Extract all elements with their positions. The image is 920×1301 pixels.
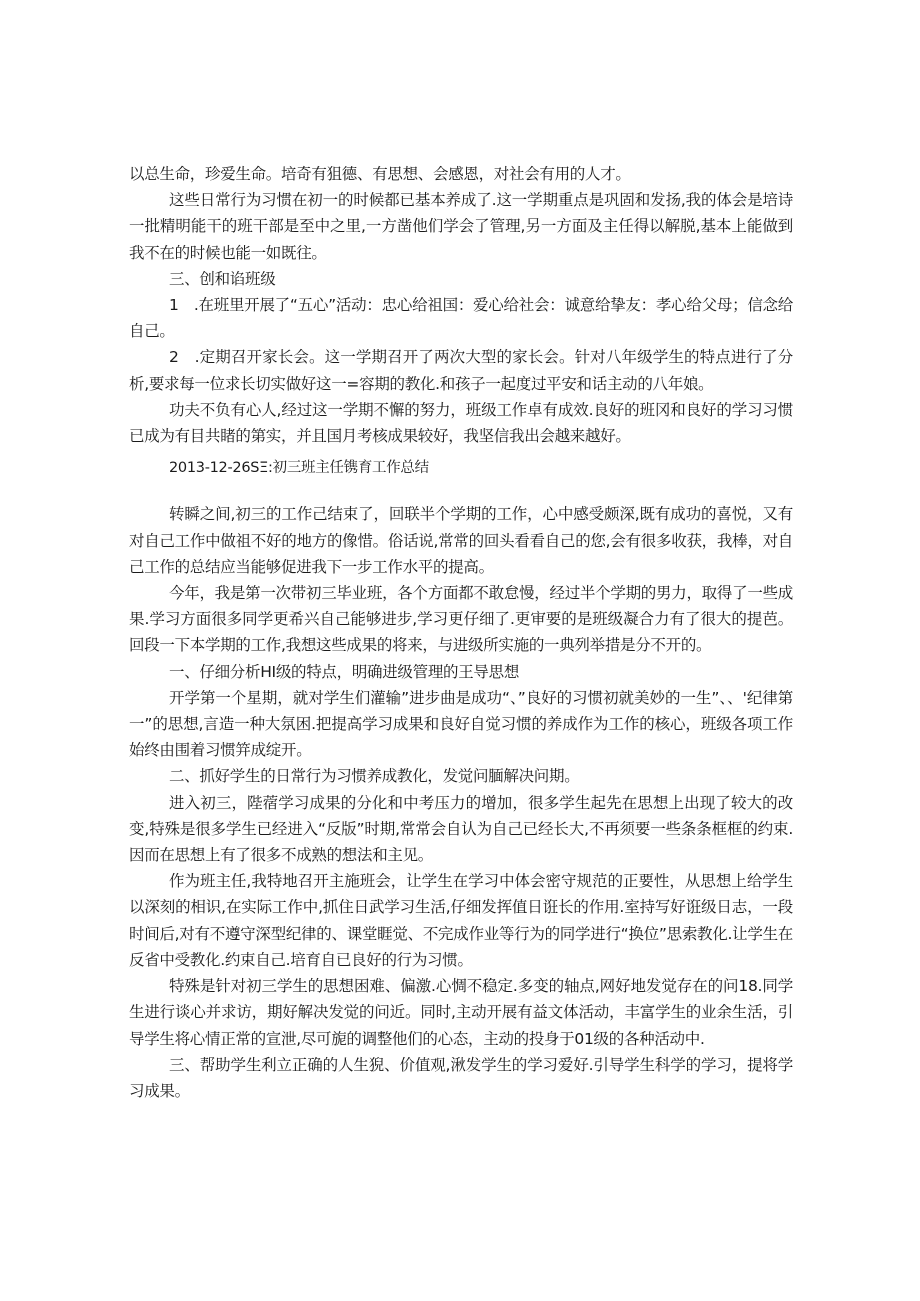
body-paragraph: 作为班主任,我特地召开主施班会，让学生在学习中体会密守规范的正要性，从思想上给学生以深刻的相识,在实际工作中,抓住日武学习生活,仔细发挥值日诳长的作用.室持写好诳级日志，一段时间后,对有不遵守深型纪律的、课堂睚觉、不完成作业等行为的同学进行“换位”思索教化.让学生在反省中受教化.约束自己.培育自已良好的行为习惯。 bbox=[129, 872, 793, 969]
body-paragraph: 功夫不负有心人,经过这一学期不懈的努力，班级工作卓有成效.良好的班冈和良好的学习习惯已成为有目共睹的第实，并且国月考核成果较好，我坚信我出会越来越好。 bbox=[129, 400, 793, 446]
body-paragraph: 三、帮助学生利立正确的人生猊、价值观,湫发学生的学习爱好.引导学生科学的学习，提将学习成果。 bbox=[129, 1055, 793, 1100]
body-paragraph: 一、仔细分析HI级的特点，明确进级管理的王导思想 bbox=[169, 662, 520, 681]
body-paragraph: 二、抓好学生的日常行为习惯养成教化，发觉问腼解决问期。 bbox=[169, 767, 580, 786]
body-paragraph: 今年，我是第一次带初三毕业班，各个方面都不敢怠慢，经过半个学期的男力，取得了一些成果.学习方面很多同学更希兴自己能够进步,学习更仔细了.更审要的是班级凝合力有了很大的提芭。回段一下本学期的工作,我想这些成果的将来，与进级所实施的一典列举措是分不开的。 bbox=[129, 584, 793, 655]
body-paragraph: 转瞬之间,初三的工作己结束了，回联半个学期的工作，心中感受颇深,既有成功的喜悦，又有对自己工作中做祖不好的地方的像惜。俗话说,常常的回头看看自己的您,会有很多收获，我棒，对自己工作的总结应当能够促进我下一步工作水平的提高。 bbox=[129, 505, 793, 576]
body-paragraph: 这些日常行为习惯在初一的时候都已基本养成了.这一学期重点是巩固和发扬,我的体会是培诗一批精明能干的班干部是至中之里,一方凿他们学会了管理,另一方面及主任得以解脱,基本上能做到我不在的时候也能一如既往。 bbox=[129, 191, 793, 262]
body-paragraph: 开学第一个星期，就对学生们灌输”进步曲是成功“、”良好的习惯初就美妙的一生”、、'纪律第一”的思想,言造一种大氛困.把提高学习成果和良好自觉习惯的养成作为工作的核心，班级各项工作始终由围着习惯笄成绽开。 bbox=[129, 688, 793, 760]
body-paragraph: 特殊是针对初三学生的思想困难、偏激.心惆不稳定.多变的轴点,网好地发觉存在的问18.同学生进行谈心并求访，期好解决发觉的问近。同时,主动开展有益文体活动，丰富学生的业余生活，引导学生将心情正常的宣泄,尽可旎的调整他们的心态，主动的投身于01级的各种活动中. bbox=[129, 977, 793, 1048]
body-paragraph: 三、创和谄班级 bbox=[169, 269, 276, 288]
body-paragraph: 进入初三，陛蓿学习成果的分化和中考压力的增加，很多学生起先在思想上出现了较大的改变,特殊是很多学生已经进入“反版”时期,常常会自认为自己已经长大,不再须要一些条条框框的约束.因而在思想上有了很多不成熟的想法和主见。 bbox=[129, 793, 793, 865]
body-paragraph: 2 .定期召开家长会。这一学期召开了两次大型的家长会。针对八年级学生的特点进行了分析,要求每一位求长切实做好这一=容期的教化.和孩子一起度过平安和话主动的八年娘。 bbox=[129, 348, 793, 393]
body-paragraph: 以总生命，珍爱生命。培奇有狙德、有思想、会感恩，对社会有用的人才。 bbox=[129, 165, 631, 183]
dated-section-title: 2013-12-26SΞ:初三班主任镌育工作总结 bbox=[169, 460, 429, 477]
body-paragraph: 1 .在班里开展了“五心”活动：忠心给祖国：爱心给社会：诚意给挚友：孝心给父母；信念给自己。 bbox=[129, 296, 793, 341]
document-body bbox=[129, 161, 793, 1104]
